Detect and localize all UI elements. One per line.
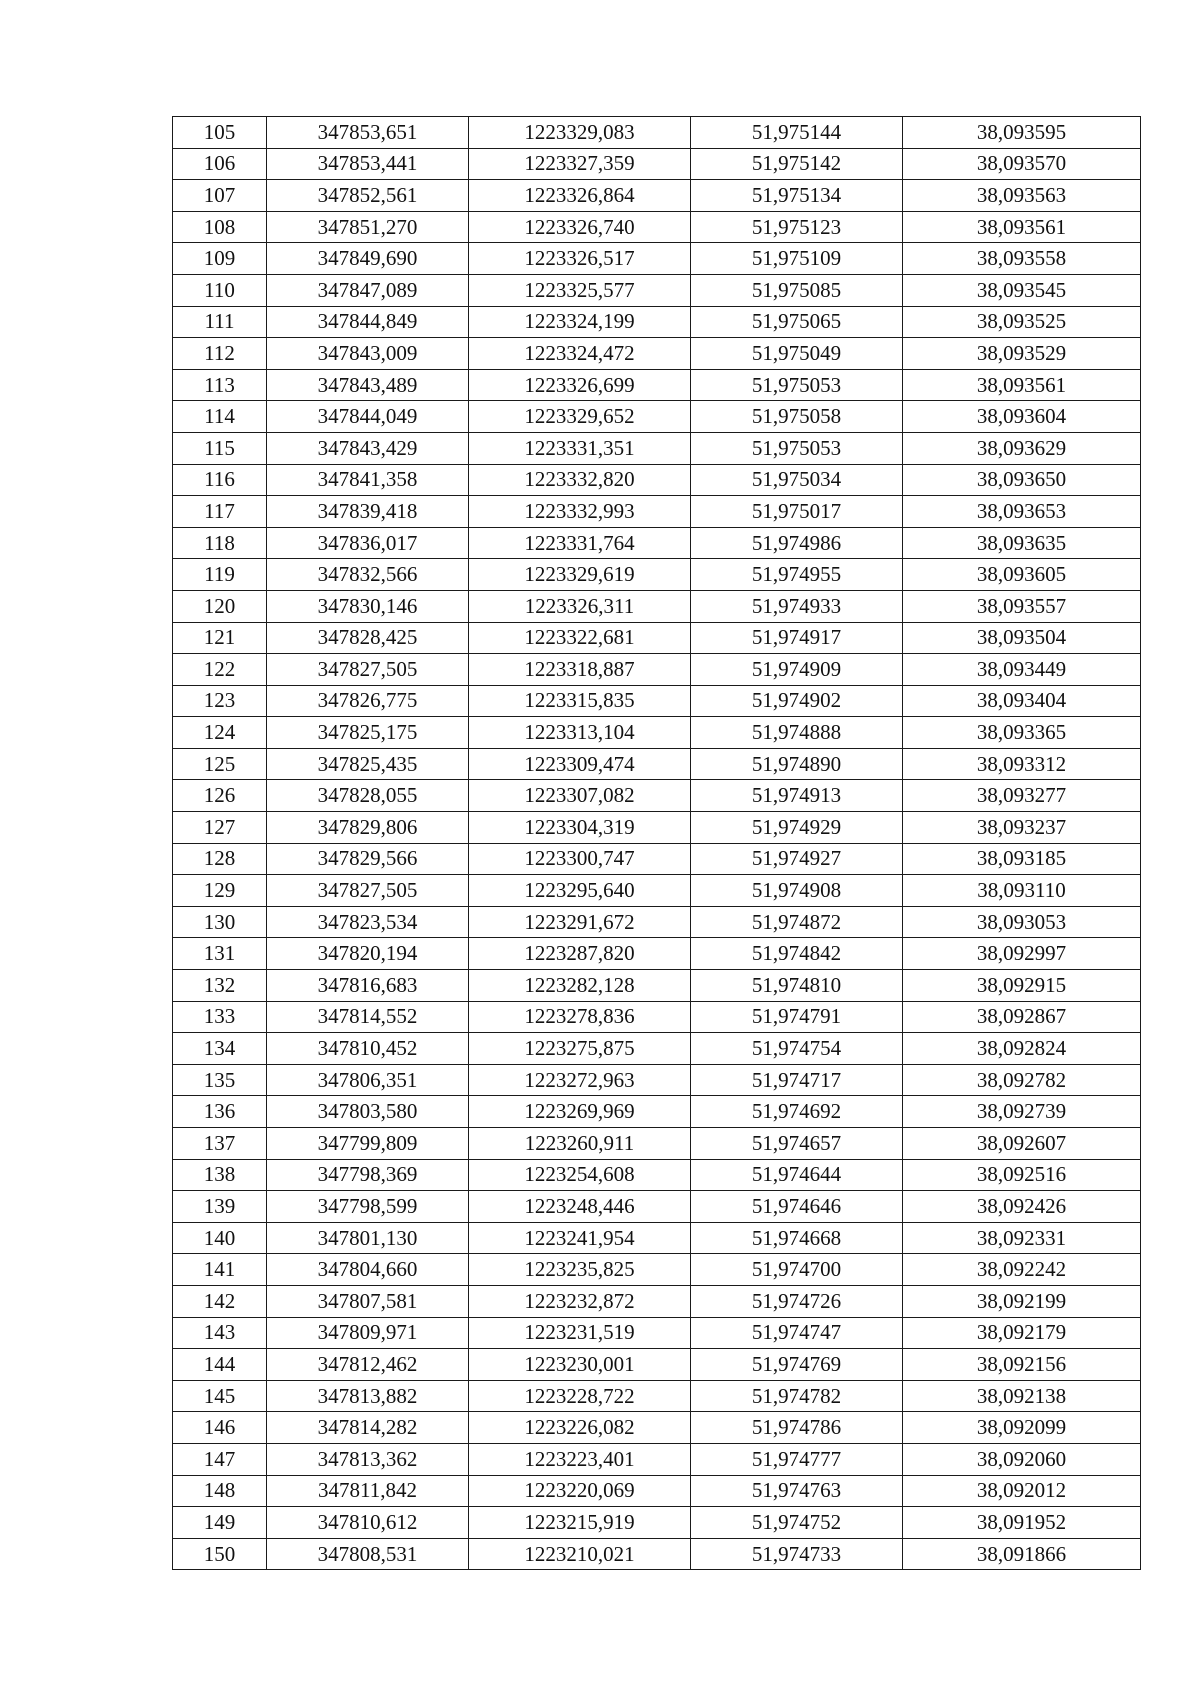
y-coordinate-cell: 1223269,969 (469, 1096, 691, 1128)
point-number-cell: 139 (173, 1191, 267, 1223)
x-coordinate-cell: 347853,651 (267, 117, 469, 149)
longitude-cell: 38,092242 (903, 1254, 1141, 1286)
table-row (173, 1128, 1141, 1160)
point-number-cell: 132 (173, 970, 267, 1002)
y-coordinate-cell: 1223232,872 (469, 1285, 691, 1317)
x-coordinate-cell: 347853,441 (267, 148, 469, 180)
table-row (173, 464, 1141, 496)
point-number-cell: 118 (173, 527, 267, 559)
y-coordinate-cell: 1223309,474 (469, 748, 691, 780)
latitude-cell: 51,974782 (691, 1380, 903, 1412)
y-coordinate-cell: 1223329,652 (469, 401, 691, 433)
longitude-cell: 38,092997 (903, 938, 1141, 970)
y-coordinate-cell: 1223291,672 (469, 906, 691, 938)
point-number-cell: 147 (173, 1443, 267, 1475)
table-row (173, 1380, 1141, 1412)
y-coordinate-cell: 1223327,359 (469, 148, 691, 180)
latitude-cell: 51,975144 (691, 117, 903, 149)
point-number-cell: 141 (173, 1254, 267, 1286)
x-coordinate-cell: 347843,489 (267, 369, 469, 401)
point-number-cell: 145 (173, 1380, 267, 1412)
latitude-cell: 51,974700 (691, 1254, 903, 1286)
latitude-cell: 51,975053 (691, 432, 903, 464)
longitude-cell: 38,092012 (903, 1475, 1141, 1507)
y-coordinate-cell: 1223304,319 (469, 812, 691, 844)
longitude-cell: 38,092156 (903, 1349, 1141, 1381)
table-row (173, 1285, 1141, 1317)
x-coordinate-cell: 347806,351 (267, 1064, 469, 1096)
latitude-cell: 51,974726 (691, 1285, 903, 1317)
longitude-cell: 38,093561 (903, 211, 1141, 243)
point-number-cell: 110 (173, 274, 267, 306)
latitude-cell: 51,975049 (691, 338, 903, 370)
x-coordinate-cell: 347826,775 (267, 685, 469, 717)
x-coordinate-cell: 347852,561 (267, 180, 469, 212)
point-number-cell: 142 (173, 1285, 267, 1317)
point-number-cell: 140 (173, 1222, 267, 1254)
latitude-cell: 51,974777 (691, 1443, 903, 1475)
longitude-cell: 38,092824 (903, 1033, 1141, 1065)
x-coordinate-cell: 347812,462 (267, 1349, 469, 1381)
x-coordinate-cell: 347813,362 (267, 1443, 469, 1475)
longitude-cell: 38,093237 (903, 812, 1141, 844)
point-number-cell: 150 (173, 1538, 267, 1570)
point-number-cell: 122 (173, 654, 267, 686)
latitude-cell: 51,975085 (691, 274, 903, 306)
point-number-cell: 107 (173, 180, 267, 212)
x-coordinate-cell: 347851,270 (267, 211, 469, 243)
latitude-cell: 51,974929 (691, 812, 903, 844)
latitude-cell: 51,974917 (691, 622, 903, 654)
point-number-cell: 128 (173, 843, 267, 875)
table-row (173, 1507, 1141, 1539)
latitude-cell: 51,975123 (691, 211, 903, 243)
table-row (173, 622, 1141, 654)
latitude-cell: 51,974908 (691, 875, 903, 907)
x-coordinate-cell: 347825,435 (267, 748, 469, 780)
latitude-cell: 51,974644 (691, 1159, 903, 1191)
x-coordinate-cell: 347799,809 (267, 1128, 469, 1160)
point-number-cell: 119 (173, 559, 267, 591)
x-coordinate-cell: 347798,369 (267, 1159, 469, 1191)
x-coordinate-cell: 347816,683 (267, 970, 469, 1002)
point-number-cell: 148 (173, 1475, 267, 1507)
table-row (173, 401, 1141, 433)
x-coordinate-cell: 347809,971 (267, 1317, 469, 1349)
table-row (173, 1222, 1141, 1254)
longitude-cell: 38,093185 (903, 843, 1141, 875)
longitude-cell: 38,091866 (903, 1538, 1141, 1570)
point-number-cell: 115 (173, 432, 267, 464)
y-coordinate-cell: 1223282,128 (469, 970, 691, 1002)
latitude-cell: 51,974909 (691, 654, 903, 686)
longitude-cell: 38,093563 (903, 180, 1141, 212)
latitude-cell: 51,974646 (691, 1191, 903, 1223)
y-coordinate-cell: 1223331,351 (469, 432, 691, 464)
table-row (173, 685, 1141, 717)
table-row (173, 780, 1141, 812)
longitude-cell: 38,093604 (903, 401, 1141, 433)
table-row (173, 1191, 1141, 1223)
point-number-cell: 130 (173, 906, 267, 938)
latitude-cell: 51,974747 (691, 1317, 903, 1349)
x-coordinate-cell: 347798,599 (267, 1191, 469, 1223)
y-coordinate-cell: 1223331,764 (469, 527, 691, 559)
longitude-cell: 38,093653 (903, 496, 1141, 528)
table-row (173, 211, 1141, 243)
y-coordinate-cell: 1223235,825 (469, 1254, 691, 1286)
x-coordinate-cell: 347813,882 (267, 1380, 469, 1412)
y-coordinate-cell: 1223300,747 (469, 843, 691, 875)
longitude-cell: 38,093529 (903, 338, 1141, 370)
point-number-cell: 106 (173, 148, 267, 180)
latitude-cell: 51,974668 (691, 1222, 903, 1254)
y-coordinate-cell: 1223275,875 (469, 1033, 691, 1065)
point-number-cell: 134 (173, 1033, 267, 1065)
latitude-cell: 51,975109 (691, 243, 903, 275)
latitude-cell: 51,974872 (691, 906, 903, 938)
y-coordinate-cell: 1223295,640 (469, 875, 691, 907)
longitude-cell: 38,092199 (903, 1285, 1141, 1317)
point-number-cell: 108 (173, 211, 267, 243)
table-row (173, 117, 1141, 149)
latitude-cell: 51,974763 (691, 1475, 903, 1507)
y-coordinate-cell: 1223332,820 (469, 464, 691, 496)
point-number-cell: 124 (173, 717, 267, 749)
x-coordinate-cell: 347841,358 (267, 464, 469, 496)
latitude-cell: 51,975034 (691, 464, 903, 496)
x-coordinate-cell: 347843,429 (267, 432, 469, 464)
point-number-cell: 133 (173, 1001, 267, 1033)
table-row (173, 717, 1141, 749)
x-coordinate-cell: 347836,017 (267, 527, 469, 559)
x-coordinate-cell: 347823,534 (267, 906, 469, 938)
point-number-cell: 117 (173, 496, 267, 528)
longitude-cell: 38,093449 (903, 654, 1141, 686)
table-row (173, 338, 1141, 370)
coordinates-table-body (173, 117, 1141, 1570)
longitude-cell: 38,093595 (903, 117, 1141, 149)
longitude-cell: 38,093365 (903, 717, 1141, 749)
latitude-cell: 51,974927 (691, 843, 903, 875)
table-row (173, 1349, 1141, 1381)
longitude-cell: 38,093110 (903, 875, 1141, 907)
y-coordinate-cell: 1223226,082 (469, 1412, 691, 1444)
point-number-cell: 135 (173, 1064, 267, 1096)
x-coordinate-cell: 347849,690 (267, 243, 469, 275)
table-row (173, 306, 1141, 338)
longitude-cell: 38,093504 (903, 622, 1141, 654)
x-coordinate-cell: 347803,580 (267, 1096, 469, 1128)
latitude-cell: 51,975053 (691, 369, 903, 401)
point-number-cell: 127 (173, 812, 267, 844)
table-row (173, 1033, 1141, 1065)
table-row (173, 243, 1141, 275)
y-coordinate-cell: 1223326,740 (469, 211, 691, 243)
y-coordinate-cell: 1223315,835 (469, 685, 691, 717)
longitude-cell: 38,093558 (903, 243, 1141, 275)
longitude-cell: 38,092060 (903, 1443, 1141, 1475)
table-row (173, 843, 1141, 875)
x-coordinate-cell: 347801,130 (267, 1222, 469, 1254)
point-number-cell: 121 (173, 622, 267, 654)
latitude-cell: 51,974913 (691, 780, 903, 812)
longitude-cell: 38,092179 (903, 1317, 1141, 1349)
table-row (173, 559, 1141, 591)
y-coordinate-cell: 1223326,864 (469, 180, 691, 212)
point-number-cell: 144 (173, 1349, 267, 1381)
x-coordinate-cell: 347844,849 (267, 306, 469, 338)
table-row (173, 1443, 1141, 1475)
latitude-cell: 51,974888 (691, 717, 903, 749)
y-coordinate-cell: 1223231,519 (469, 1317, 691, 1349)
x-coordinate-cell: 347847,089 (267, 274, 469, 306)
latitude-cell: 51,975065 (691, 306, 903, 338)
longitude-cell: 38,093561 (903, 369, 1141, 401)
point-number-cell: 105 (173, 117, 267, 149)
table-row (173, 1096, 1141, 1128)
latitude-cell: 51,974769 (691, 1349, 903, 1381)
x-coordinate-cell: 347830,146 (267, 590, 469, 622)
x-coordinate-cell: 347832,566 (267, 559, 469, 591)
longitude-cell: 38,093312 (903, 748, 1141, 780)
y-coordinate-cell: 1223254,608 (469, 1159, 691, 1191)
y-coordinate-cell: 1223326,517 (469, 243, 691, 275)
latitude-cell: 51,974810 (691, 970, 903, 1002)
table-row (173, 906, 1141, 938)
longitude-cell: 38,093570 (903, 148, 1141, 180)
y-coordinate-cell: 1223325,577 (469, 274, 691, 306)
longitude-cell: 38,092607 (903, 1128, 1141, 1160)
point-number-cell: 113 (173, 369, 267, 401)
table-row (173, 1412, 1141, 1444)
longitude-cell: 38,093605 (903, 559, 1141, 591)
longitude-cell: 38,093650 (903, 464, 1141, 496)
table-row (173, 654, 1141, 686)
table-row (173, 1475, 1141, 1507)
point-number-cell: 109 (173, 243, 267, 275)
longitude-cell: 38,093277 (903, 780, 1141, 812)
x-coordinate-cell: 347829,566 (267, 843, 469, 875)
latitude-cell: 51,974717 (691, 1064, 903, 1096)
x-coordinate-cell: 347827,505 (267, 875, 469, 907)
y-coordinate-cell: 1223324,472 (469, 338, 691, 370)
latitude-cell: 51,974902 (691, 685, 903, 717)
table-row (173, 1064, 1141, 1096)
latitude-cell: 51,974657 (691, 1128, 903, 1160)
longitude-cell: 38,093635 (903, 527, 1141, 559)
table-row (173, 1159, 1141, 1191)
y-coordinate-cell: 1223248,446 (469, 1191, 691, 1223)
y-coordinate-cell: 1223260,911 (469, 1128, 691, 1160)
x-coordinate-cell: 347814,552 (267, 1001, 469, 1033)
latitude-cell: 51,975142 (691, 148, 903, 180)
table-row (173, 1317, 1141, 1349)
x-coordinate-cell: 347843,009 (267, 338, 469, 370)
point-number-cell: 137 (173, 1128, 267, 1160)
table-row (173, 432, 1141, 464)
y-coordinate-cell: 1223228,722 (469, 1380, 691, 1412)
x-coordinate-cell: 347810,452 (267, 1033, 469, 1065)
table-row (173, 748, 1141, 780)
table-row (173, 369, 1141, 401)
point-number-cell: 125 (173, 748, 267, 780)
y-coordinate-cell: 1223287,820 (469, 938, 691, 970)
longitude-cell: 38,093629 (903, 432, 1141, 464)
y-coordinate-cell: 1223324,199 (469, 306, 691, 338)
x-coordinate-cell: 347828,055 (267, 780, 469, 812)
point-number-cell: 123 (173, 685, 267, 717)
y-coordinate-cell: 1223326,311 (469, 590, 691, 622)
y-coordinate-cell: 1223329,619 (469, 559, 691, 591)
longitude-cell: 38,092331 (903, 1222, 1141, 1254)
x-coordinate-cell: 347811,842 (267, 1475, 469, 1507)
y-coordinate-cell: 1223329,083 (469, 117, 691, 149)
y-coordinate-cell: 1223230,001 (469, 1349, 691, 1381)
longitude-cell: 38,092867 (903, 1001, 1141, 1033)
y-coordinate-cell: 1223322,681 (469, 622, 691, 654)
y-coordinate-cell: 1223220,069 (469, 1475, 691, 1507)
x-coordinate-cell: 347829,806 (267, 812, 469, 844)
x-coordinate-cell: 347839,418 (267, 496, 469, 528)
y-coordinate-cell: 1223278,836 (469, 1001, 691, 1033)
longitude-cell: 38,092915 (903, 970, 1141, 1002)
point-number-cell: 111 (173, 306, 267, 338)
longitude-cell: 38,093404 (903, 685, 1141, 717)
table-row (173, 590, 1141, 622)
latitude-cell: 51,974986 (691, 527, 903, 559)
longitude-cell: 38,093557 (903, 590, 1141, 622)
y-coordinate-cell: 1223326,699 (469, 369, 691, 401)
longitude-cell: 38,092739 (903, 1096, 1141, 1128)
table-row (173, 970, 1141, 1002)
point-number-cell: 131 (173, 938, 267, 970)
x-coordinate-cell: 347828,425 (267, 622, 469, 654)
x-coordinate-cell: 347827,505 (267, 654, 469, 686)
longitude-cell: 38,092516 (903, 1159, 1141, 1191)
latitude-cell: 51,975058 (691, 401, 903, 433)
coordinates-table (172, 116, 1141, 1570)
latitude-cell: 51,974933 (691, 590, 903, 622)
x-coordinate-cell: 347808,531 (267, 1538, 469, 1570)
longitude-cell: 38,092138 (903, 1380, 1141, 1412)
point-number-cell: 138 (173, 1159, 267, 1191)
latitude-cell: 51,974692 (691, 1096, 903, 1128)
latitude-cell: 51,975017 (691, 496, 903, 528)
point-number-cell: 126 (173, 780, 267, 812)
y-coordinate-cell: 1223307,082 (469, 780, 691, 812)
x-coordinate-cell: 347820,194 (267, 938, 469, 970)
table-row (173, 938, 1141, 970)
point-number-cell: 116 (173, 464, 267, 496)
longitude-cell: 38,092426 (903, 1191, 1141, 1223)
y-coordinate-cell: 1223223,401 (469, 1443, 691, 1475)
x-coordinate-cell: 347844,049 (267, 401, 469, 433)
latitude-cell: 51,974890 (691, 748, 903, 780)
latitude-cell: 51,975134 (691, 180, 903, 212)
y-coordinate-cell: 1223210,021 (469, 1538, 691, 1570)
latitude-cell: 51,974955 (691, 559, 903, 591)
table-row (173, 1538, 1141, 1570)
x-coordinate-cell: 347804,660 (267, 1254, 469, 1286)
table-row (173, 812, 1141, 844)
point-number-cell: 143 (173, 1317, 267, 1349)
y-coordinate-cell: 1223313,104 (469, 717, 691, 749)
table-row (173, 527, 1141, 559)
longitude-cell: 38,093525 (903, 306, 1141, 338)
longitude-cell: 38,093545 (903, 274, 1141, 306)
y-coordinate-cell: 1223272,963 (469, 1064, 691, 1096)
longitude-cell: 38,092099 (903, 1412, 1141, 1444)
latitude-cell: 51,974791 (691, 1001, 903, 1033)
point-number-cell: 112 (173, 338, 267, 370)
y-coordinate-cell: 1223332,993 (469, 496, 691, 528)
latitude-cell: 51,974733 (691, 1538, 903, 1570)
point-number-cell: 120 (173, 590, 267, 622)
table-row (173, 274, 1141, 306)
x-coordinate-cell: 347814,282 (267, 1412, 469, 1444)
table-row (173, 148, 1141, 180)
y-coordinate-cell: 1223241,954 (469, 1222, 691, 1254)
point-number-cell: 129 (173, 875, 267, 907)
longitude-cell: 38,091952 (903, 1507, 1141, 1539)
point-number-cell: 136 (173, 1096, 267, 1128)
point-number-cell: 146 (173, 1412, 267, 1444)
table-row (173, 1254, 1141, 1286)
point-number-cell: 149 (173, 1507, 267, 1539)
latitude-cell: 51,974754 (691, 1033, 903, 1065)
x-coordinate-cell: 347807,581 (267, 1285, 469, 1317)
latitude-cell: 51,974786 (691, 1412, 903, 1444)
table-row (173, 496, 1141, 528)
table-row (173, 1001, 1141, 1033)
point-number-cell: 114 (173, 401, 267, 433)
longitude-cell: 38,093053 (903, 906, 1141, 938)
table-row (173, 180, 1141, 212)
latitude-cell: 51,974842 (691, 938, 903, 970)
table-row (173, 875, 1141, 907)
longitude-cell: 38,092782 (903, 1064, 1141, 1096)
x-coordinate-cell: 347825,175 (267, 717, 469, 749)
y-coordinate-cell: 1223318,887 (469, 654, 691, 686)
latitude-cell: 51,974752 (691, 1507, 903, 1539)
x-coordinate-cell: 347810,612 (267, 1507, 469, 1539)
y-coordinate-cell: 1223215,919 (469, 1507, 691, 1539)
